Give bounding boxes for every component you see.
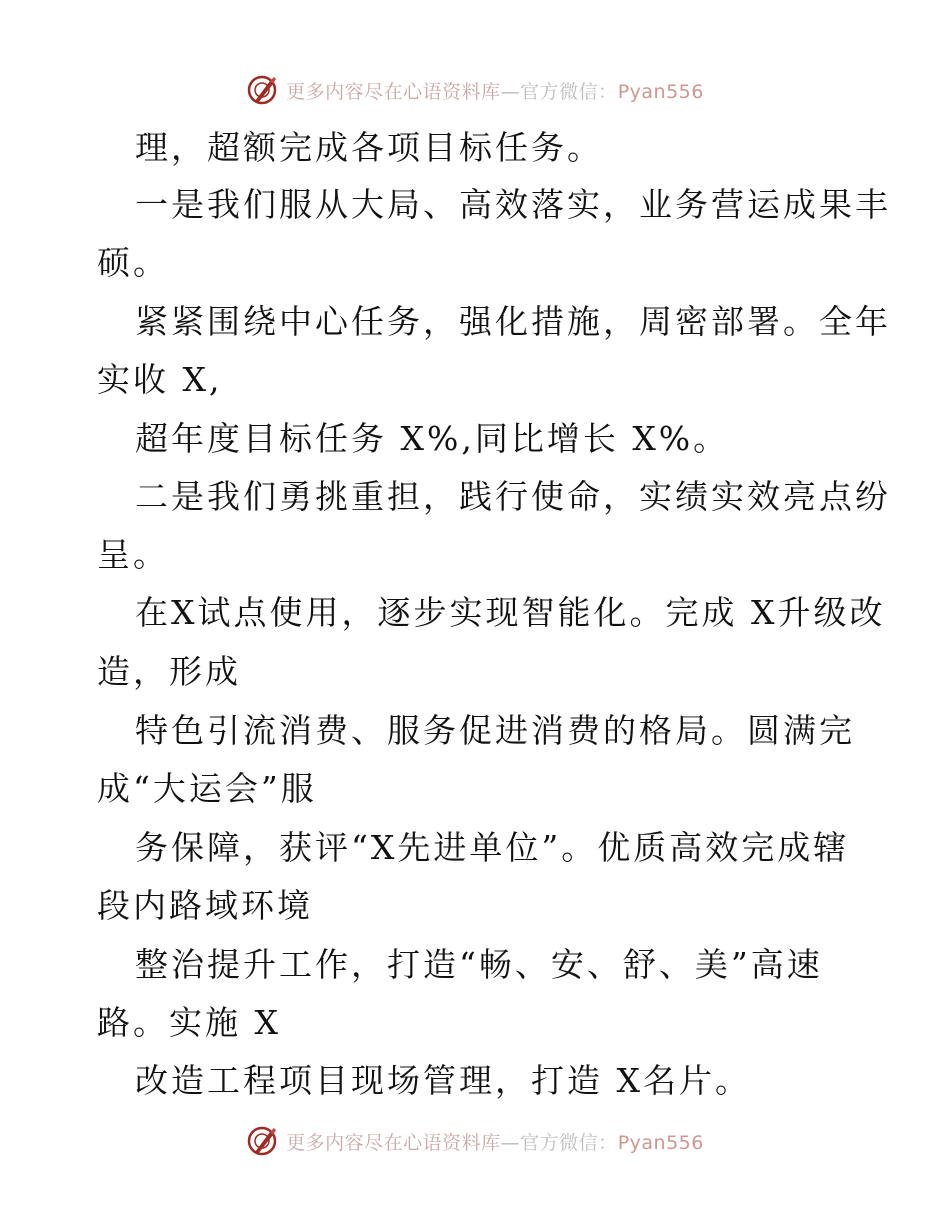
text-line: 呈。 xyxy=(97,535,169,574)
text-line: 超年度目标任务 X%,同比增长 X%。 xyxy=(135,419,730,458)
text-line: 改造工程项目现场管理，打造 X名片。 xyxy=(135,1061,751,1100)
text-line: 造，形成 xyxy=(97,652,241,691)
text-line: 二是我们勇挑重担，践行使命，实绩实效亮点纷 xyxy=(135,477,891,516)
watermark-dash: — xyxy=(500,80,521,103)
text-line: 理，超额完成各项目标任务。 xyxy=(135,128,603,167)
text-line: 段内路域环境 xyxy=(97,886,313,925)
watermark-wechat-id: Pyan556 xyxy=(617,1131,704,1154)
text-line: 特色引流消费、服务促进消费的格局。圆满完 xyxy=(135,711,855,750)
watermark-main: 更多内容尽在心语资料库 xyxy=(286,1131,501,1154)
watermark-main: 更多内容尽在心语资料库 xyxy=(286,80,501,103)
text-line: 路。实施 X xyxy=(97,1003,281,1042)
watermark-sub: 官方微信： xyxy=(520,80,618,103)
watermark-sub: 官方微信： xyxy=(520,1131,618,1154)
watermark-text xyxy=(286,1128,704,1155)
text-line: 在X试点使用，逐步实现智能化。完成 X升级改 xyxy=(135,593,886,632)
text-line: 实收 X, xyxy=(97,360,223,399)
footer-watermark xyxy=(0,1121,950,1161)
text-line: 成“大运会”服 xyxy=(97,769,317,808)
text-line: 务保障，获评“X先进单位”。优质高效完成辖 xyxy=(135,828,850,867)
watermark-dash: — xyxy=(500,1131,521,1154)
text-line: 一是我们服从大局、高效落实，业务营运成果丰 xyxy=(135,185,891,224)
text-line: 紧紧围绕中心任务，强化措施，周密部署。全年 xyxy=(135,302,891,341)
pen-logo-icon xyxy=(246,1125,278,1157)
text-line: 整治提升工作，打造“畅、安、舒、美”高速 xyxy=(135,945,823,984)
text-line: 硕。 xyxy=(97,243,169,282)
watermark-wechat-id: Pyan556 xyxy=(617,80,704,103)
